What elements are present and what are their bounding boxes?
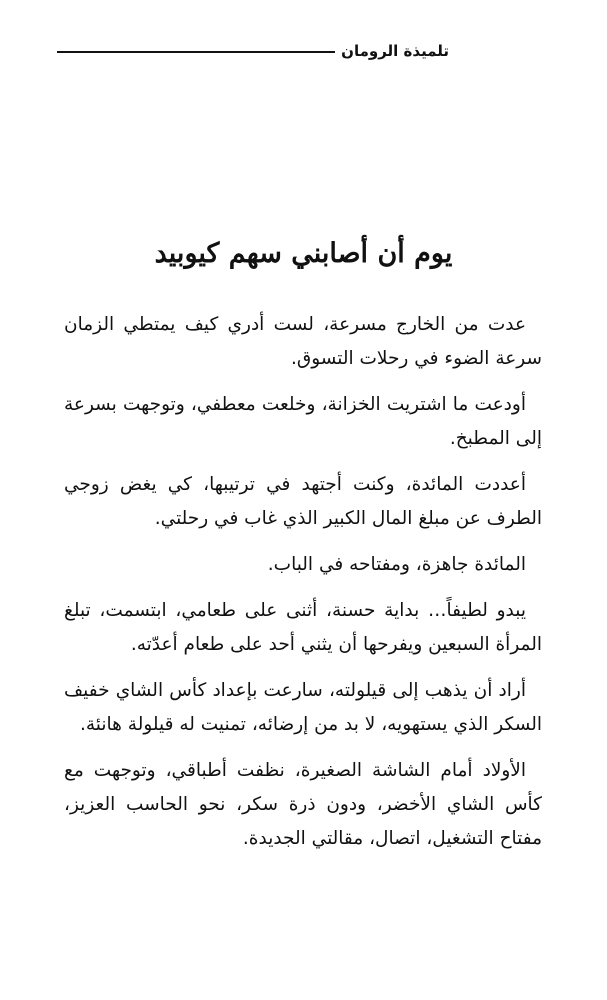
- story-body: [64, 308, 542, 868]
- paragraph: الأولاد أمام الشاشة الصغيرة، نظفت أطباقي، وتوجهت مع كأس الشاي الأخضر، ودون ذرة سكر، نحو الحاسب العزيز، مفتاح التشغيل، اتصال، مقالتي الجديدة.: [64, 760, 542, 849]
- header-author-name: تلميذة الرومان: [341, 42, 449, 60]
- header-rule: [57, 51, 335, 53]
- paragraph: يبدو لطيفاً… بداية حسنة، أثنى على طعامي، ابتسمت، تبلغ المرأة السبعين ويفرحها أن يثني أحد على طعام أعدّته.: [64, 600, 542, 655]
- paragraph: أعددت المائدة، وكنت أجتهد في ترتيبها، كي يغض زوجي الطرف عن مبلغ المال الكبير الذي غاب في رحلتي.: [64, 474, 542, 529]
- paragraph: أودعت ما اشتريت الخزانة، وخلعت معطفي، وتوجهت بسرعة إلى المطبخ.: [64, 394, 542, 449]
- paragraph: عدت من الخارج مسرعة، لست أدري كيف يمتطي الزمان سرعة الضوء في رحلات التسوق.: [64, 314, 542, 369]
- running-header: [57, 42, 449, 60]
- paragraph: المائدة جاهزة، ومفتاحه في الباب.: [267, 554, 526, 575]
- story-title: يوم أن أصابني سهم كيوبيد: [154, 238, 453, 269]
- paragraph: أراد أن يذهب إلى قيلولته، سارعت بإعداد كأس الشاي خفيف السكر الذي يستهويه، لا بد من إرضائه، تمنيت له قيلولة هانئة.: [64, 680, 542, 735]
